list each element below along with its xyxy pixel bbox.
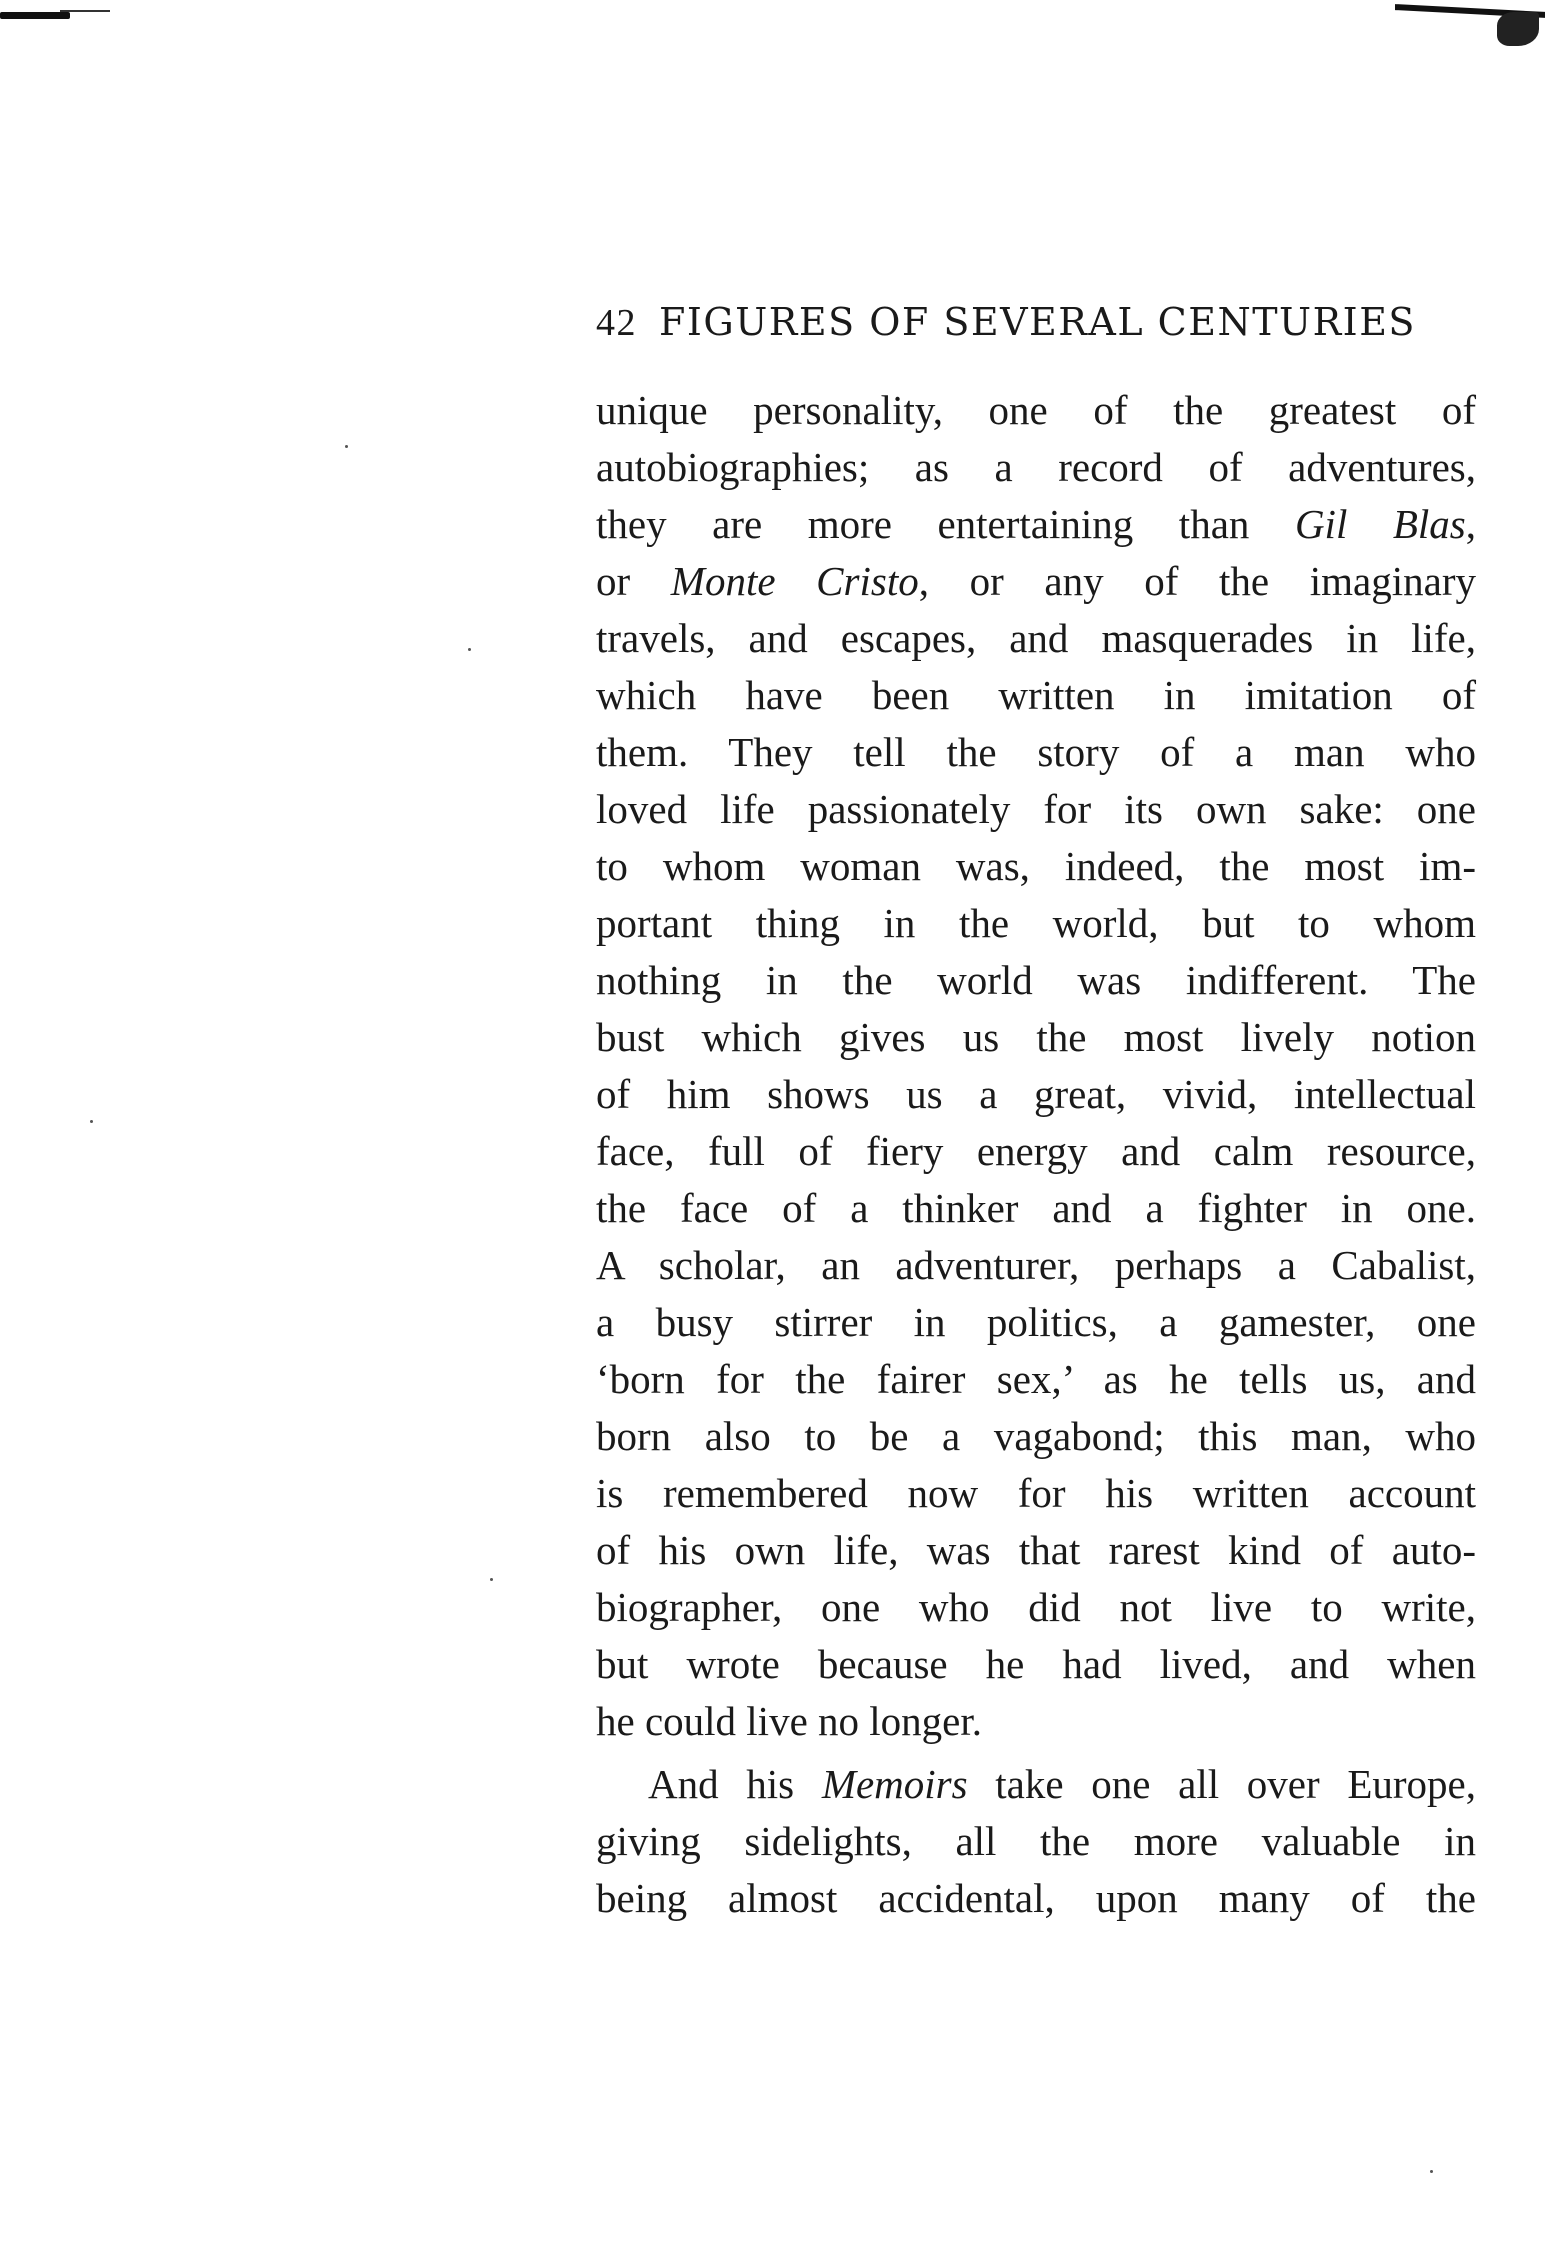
text-line: face, full of fiery energy and calm resource,	[596, 1128, 1476, 1174]
text-line: ‘born for the fairer sex,’ as he tells us, and	[596, 1356, 1476, 1402]
text-line: unique personality, one of the greatest of	[596, 387, 1476, 433]
text-line: which have been written in imitation of	[596, 672, 1476, 718]
text-line: being almost accidental, upon many of the	[596, 1875, 1476, 1921]
scan-speck	[1430, 2170, 1433, 2173]
text-line: born also to be a vagabond; this man, who	[596, 1413, 1476, 1459]
body-text	[596, 382, 1476, 1927]
scan-edge-line-left	[60, 10, 110, 12]
text-line: is remembered now for his written account	[596, 1470, 1476, 1516]
text-line: of his own life, was that rarest kind of auto-	[596, 1527, 1476, 1573]
text-line: loved life passionately for its own sake: one	[596, 786, 1476, 832]
scan-speck	[90, 1120, 93, 1123]
text-line: A scholar, an adventurer, perhaps a Cabalist,	[596, 1242, 1476, 1288]
text-line: but wrote because he had lived, and when	[596, 1641, 1476, 1687]
text-line: biographer, one who did not live to write,	[596, 1584, 1476, 1630]
text-line: nothing in the world was indifferent. The	[596, 957, 1476, 1003]
text-line: them. They tell the story of a man who	[596, 729, 1476, 775]
text-line: of him shows us a great, vivid, intellectual	[596, 1071, 1476, 1117]
text-line: a busy stirrer in politics, a gamester, one	[596, 1299, 1476, 1345]
running-head	[596, 300, 1476, 372]
text-line: travels, and escapes, and masquerades in life,	[596, 615, 1476, 661]
text-line: And his Memoirs take one all over Europe,	[648, 1761, 1476, 1807]
page-number: 42	[596, 302, 637, 344]
text-line: or Monte Cristo, or any of the imaginary	[596, 558, 1476, 604]
text-line: they are more entertaining than Gil Blas,	[596, 501, 1476, 547]
running-title: FIGURES OF SEVERAL CENTURIES	[659, 300, 1416, 344]
text-line: autobiographies; as a record of adventures,	[596, 444, 1476, 490]
text-line: to whom woman was, indeed, the most im-	[596, 843, 1476, 889]
text-line: giving sidelights, all the more valuable in	[596, 1818, 1476, 1864]
scan-speck	[345, 445, 348, 448]
scan-edge-blob-right	[1497, 12, 1539, 46]
scan-speck	[490, 1578, 493, 1581]
text-line: the face of a thinker and a fighter in one.	[596, 1185, 1476, 1231]
paragraph	[596, 382, 1476, 1750]
text-line: he could live no longer.	[596, 1698, 982, 1744]
paragraph	[596, 1756, 1476, 1927]
scan-edge-mark-left	[0, 12, 70, 19]
scan-speck	[468, 648, 471, 651]
text-line: bust which gives us the most lively notion	[596, 1014, 1476, 1060]
text-line: portant thing in the world, but to whom	[596, 900, 1476, 946]
book-page	[596, 300, 1476, 1927]
